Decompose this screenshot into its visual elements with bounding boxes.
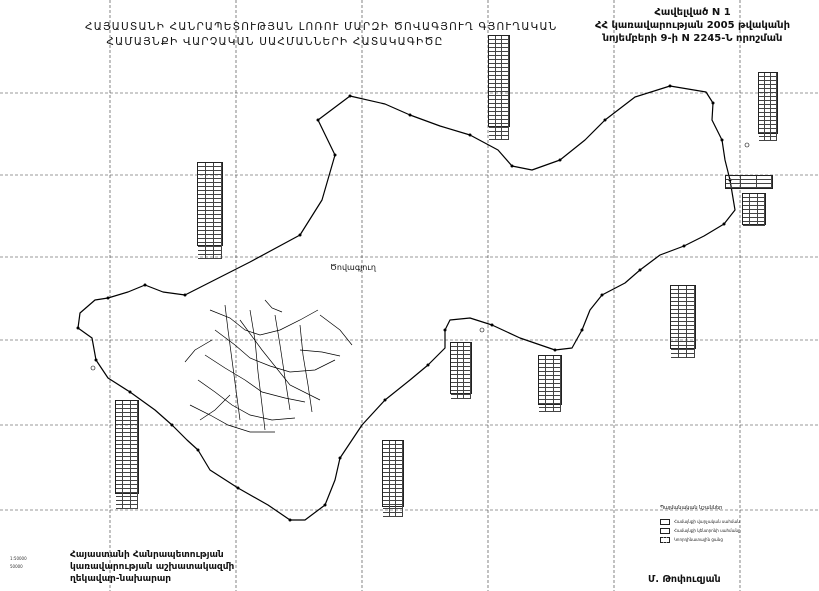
coordinate-table-north	[488, 35, 510, 127]
boundary-vertices	[77, 85, 732, 522]
table-row	[116, 505, 138, 509]
signature-block-left	[70, 549, 234, 585]
coordinate-table-southwest	[115, 400, 139, 494]
place-label: Ծովագյուղ	[330, 263, 376, 272]
coordinate-table-south-b	[538, 355, 562, 405]
table-row	[743, 222, 765, 226]
survey-marks	[91, 143, 749, 370]
side-note-line1: 1:50000	[10, 556, 27, 561]
annex-decree-line2: նոյեմբերի 9-ի N 2245-Ն որոշման	[602, 33, 783, 44]
coordinate-table-east-b	[742, 193, 766, 225]
legend-item-grid	[660, 537, 723, 543]
legend-title: Պայմանական նշաններ	[660, 505, 723, 511]
signature-left-line2: կառավարության աշխատակազմի	[70, 562, 235, 572]
table-row	[383, 513, 403, 517]
community-boundary	[78, 86, 735, 520]
table-row	[451, 395, 471, 399]
boundary-symbol-icon	[660, 519, 670, 525]
side-note-line2: 50000	[10, 564, 23, 569]
legend-item-label: Համայնքի կենտրոնի սահմանը	[674, 528, 741, 533]
map-title	[85, 20, 558, 50]
coordinate-table-east-a	[725, 175, 773, 189]
coordinate-table-west	[197, 162, 223, 246]
map-title-line2: ՀԱՄԱՅՆՔԻ ՎԱՐՉԱԿԱՆ ՍԱՀՄԱՆՆԵՐԻ ՀԱՏԱԿԱԳԻԾԸ	[106, 36, 444, 48]
center-symbol-icon	[660, 528, 670, 534]
table-row	[489, 136, 509, 140]
table-row	[726, 184, 772, 188]
legend-item-boundary	[660, 519, 740, 525]
legend-item-label: Կոորդինատային ցանց	[674, 537, 723, 542]
table-row	[671, 354, 695, 358]
signature-left-line3: ղեկավար-նախարար	[70, 574, 172, 584]
signature-left-line1: Հայաստանի Հանրապետության	[70, 550, 224, 560]
settlement-streets	[185, 300, 352, 432]
legend-item-center	[660, 528, 741, 534]
annex-decree-line1: ՀՀ կառավարության 2005 թվականի	[594, 20, 791, 31]
legend-item-label: Համայնքի վարչական սահման	[674, 519, 740, 524]
map-title-line1: ՀԱՅԱՍՏԱՆԻ ՀԱՆՐԱՊԵՏՈՒԹՅԱՆ ԼՈՌՈՒ ՄԱՐԶԻ ԾՈՎԱԳՅՈՒՂ ԳՅՈՒՂԱԿԱՆ	[85, 21, 558, 33]
side-note	[10, 555, 27, 571]
table-row	[539, 408, 561, 412]
coordinate-table-south-a	[450, 342, 472, 394]
annex-header	[580, 6, 805, 45]
signature-name: Մ. Թոփուզյան	[648, 574, 721, 585]
table-row	[198, 255, 222, 259]
coordinate-table-northeast	[758, 72, 778, 134]
annex-number: Հավելված N 1	[654, 7, 731, 18]
coordinate-table-south-c	[382, 440, 404, 507]
coordinate-table-east-c	[670, 285, 696, 349]
grid-symbol-icon	[660, 537, 670, 543]
table-row	[759, 137, 777, 141]
